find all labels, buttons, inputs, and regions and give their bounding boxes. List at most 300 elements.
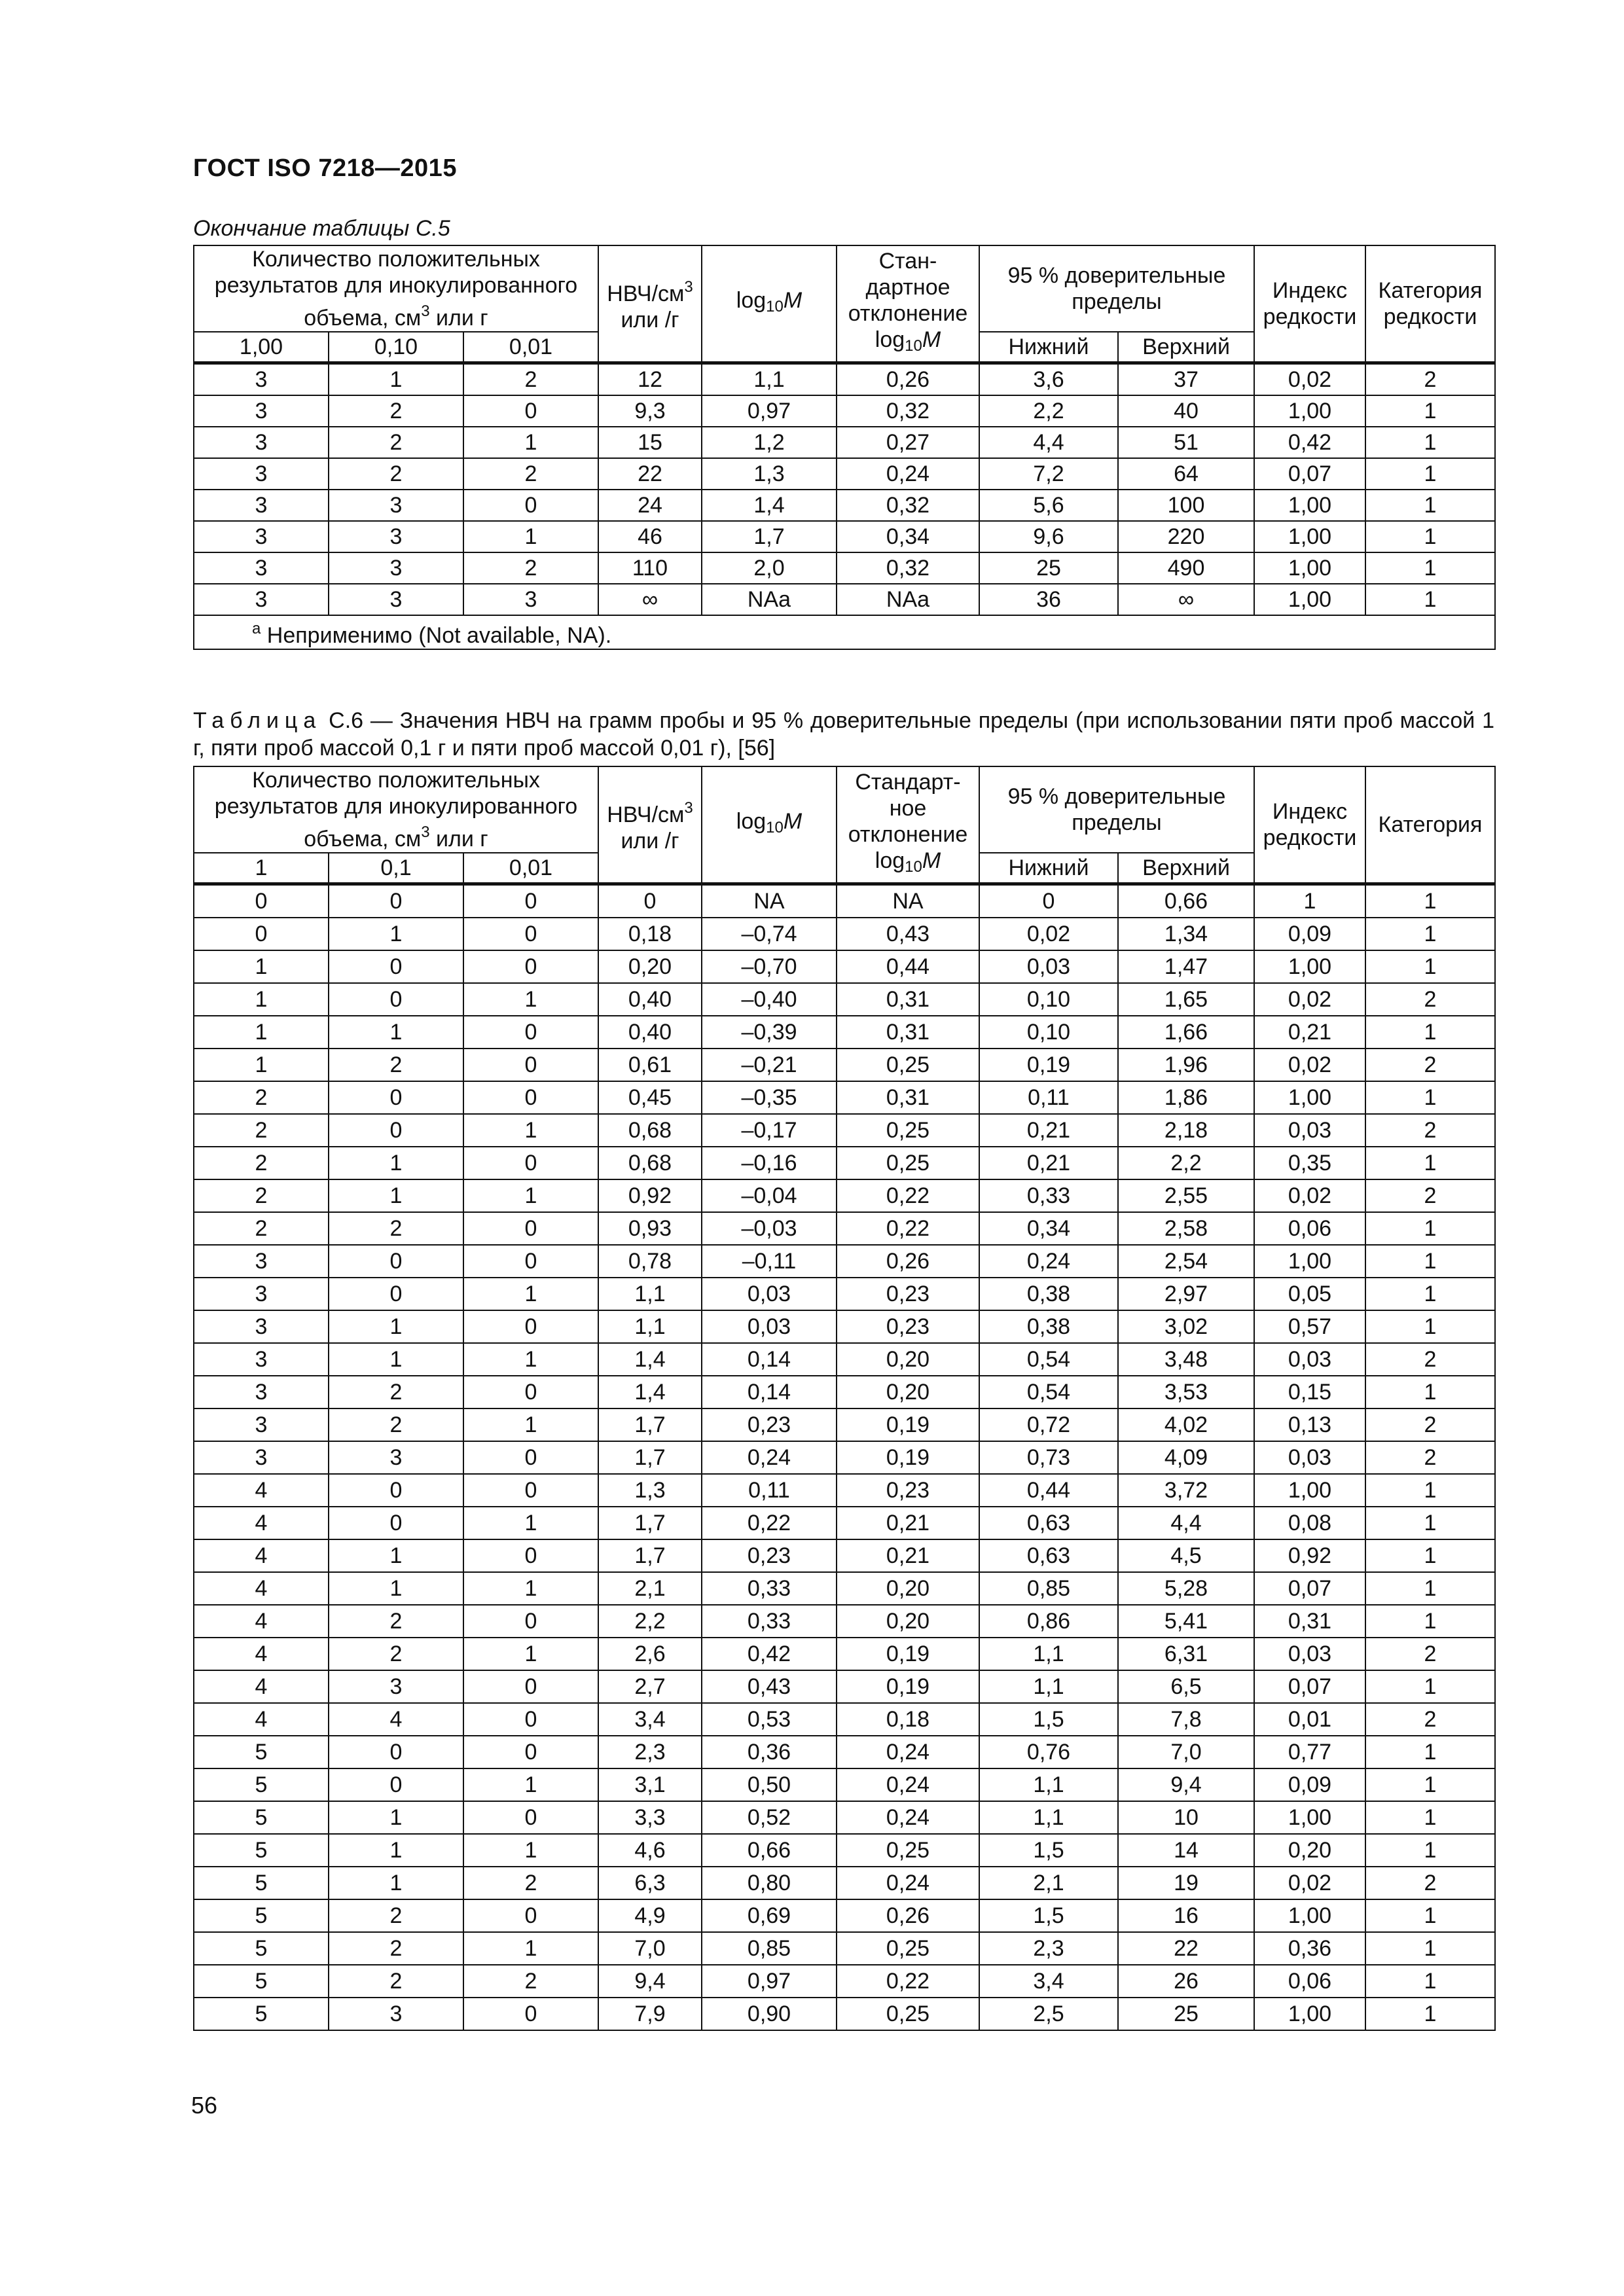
table-c6-caption bbox=[193, 707, 1494, 762]
table-cell: 0,21 bbox=[979, 1147, 1118, 1179]
table-cell: 1 bbox=[463, 1343, 598, 1376]
table-cell: 5 bbox=[194, 1932, 329, 1965]
table-cell: 1,4 bbox=[702, 490, 837, 521]
table-cell: 1,7 bbox=[598, 1408, 702, 1441]
table-cell: 0,24 bbox=[979, 1245, 1118, 1278]
table-cell: 9,4 bbox=[598, 1965, 702, 1998]
table-cell: 0,02 bbox=[1254, 1049, 1365, 1081]
table-cell: 1 bbox=[1365, 584, 1495, 615]
table-cell: 4 bbox=[194, 1539, 329, 1572]
table-cell: 1,96 bbox=[1118, 1049, 1254, 1081]
table-cell: 0,40 bbox=[598, 1016, 702, 1049]
table-cell: 3 bbox=[194, 1310, 329, 1343]
table-row bbox=[194, 1376, 1495, 1408]
table-cell: 2,1 bbox=[598, 1572, 702, 1605]
table-cell: 0,21 bbox=[979, 1114, 1118, 1147]
table-row bbox=[194, 1670, 1495, 1703]
table-cell: 1,65 bbox=[1118, 983, 1254, 1016]
table-cell: 0,26 bbox=[837, 1899, 979, 1932]
table-cell: 40 bbox=[1118, 395, 1254, 427]
table-cell: 0 bbox=[463, 1539, 598, 1572]
table-cell: 5 bbox=[194, 1899, 329, 1932]
table-cell: 1 bbox=[1365, 395, 1495, 427]
table-cell: 4,5 bbox=[1118, 1539, 1254, 1572]
table-row bbox=[194, 395, 1495, 427]
table-c6 bbox=[193, 766, 1496, 2031]
table-cell: 1 bbox=[329, 1147, 463, 1179]
table-cell: 0,07 bbox=[1254, 1670, 1365, 1703]
table-cell: 0,18 bbox=[837, 1703, 979, 1736]
table-cell: 5,28 bbox=[1118, 1572, 1254, 1605]
table-cell: 2,97 bbox=[1118, 1278, 1254, 1310]
header-category: Категория редкости bbox=[1365, 245, 1495, 363]
table-cell: 1 bbox=[463, 1179, 598, 1212]
table-row bbox=[194, 1703, 1495, 1736]
table-cell: 0,66 bbox=[702, 1834, 837, 1867]
table-cell: 0,20 bbox=[837, 1376, 979, 1408]
table-cell: 0,03 bbox=[1254, 1638, 1365, 1670]
table-cell: –0,40 bbox=[702, 983, 837, 1016]
table-cell: 0 bbox=[463, 918, 598, 950]
table-cell: 1,5 bbox=[979, 1703, 1118, 1736]
table-cell: 0,05 bbox=[1254, 1278, 1365, 1310]
table-cell: 2 bbox=[194, 1114, 329, 1147]
table-row bbox=[194, 1605, 1495, 1638]
table-cell: 2 bbox=[329, 1638, 463, 1670]
table-cell: 0,19 bbox=[979, 1049, 1118, 1081]
table-cell: 7,0 bbox=[598, 1932, 702, 1965]
table-row bbox=[194, 884, 1495, 918]
table-cell: 0 bbox=[463, 1212, 598, 1245]
table-cell: 0,76 bbox=[979, 1736, 1118, 1768]
table-cell: 2,55 bbox=[1118, 1179, 1254, 1212]
table-cell: 36 bbox=[979, 584, 1118, 615]
table-row bbox=[194, 552, 1495, 584]
table-cell: 1 bbox=[463, 1768, 598, 1801]
table-cell: 2 bbox=[329, 1965, 463, 1998]
table-cell: –0,74 bbox=[702, 918, 837, 950]
table-cell: 1 bbox=[1365, 884, 1495, 918]
table-row bbox=[194, 584, 1495, 615]
table-cell: 0,24 bbox=[837, 1867, 979, 1899]
table-cell: 0,26 bbox=[837, 1245, 979, 1278]
table-cell: 1,1 bbox=[979, 1801, 1118, 1834]
header-lower: Нижний bbox=[979, 853, 1118, 884]
table-cell: 1,00 bbox=[1254, 1998, 1365, 2030]
table-cell: 0,92 bbox=[598, 1179, 702, 1212]
table-row bbox=[194, 1114, 1495, 1147]
table-cell: 0,36 bbox=[702, 1736, 837, 1768]
table-cell: 0,10 bbox=[979, 1016, 1118, 1049]
table-cell: 4 bbox=[194, 1605, 329, 1638]
table-cell: 0 bbox=[463, 1998, 598, 2030]
header-vol-2: 0,10 bbox=[329, 332, 463, 363]
table-cell: 10 bbox=[1118, 1801, 1254, 1834]
table-cell: 2,18 bbox=[1118, 1114, 1254, 1147]
table-c5-body bbox=[194, 363, 1495, 616]
table-cell: 0,02 bbox=[1254, 983, 1365, 1016]
table-cell: 5 bbox=[194, 1736, 329, 1768]
table-cell: 2 bbox=[463, 458, 598, 490]
table-cell: 2 bbox=[1365, 1703, 1495, 1736]
page-number: 56 bbox=[191, 2092, 218, 2119]
table-cell: 5 bbox=[194, 1768, 329, 1801]
table-cell: 4 bbox=[194, 1638, 329, 1670]
table-c6-caption-text: С.6 — Значения НВЧ на грамм пробы и 95 % доверительные пределы (при использовании пяти проб массой 1 г, пяти проб массой 0,1 г и пяти проб массой 0,01 г), [56] bbox=[193, 708, 1494, 761]
table-cell: 5 bbox=[194, 1834, 329, 1867]
table-cell: 0,27 bbox=[837, 427, 979, 458]
table-cell: 2 bbox=[329, 1408, 463, 1441]
table-cell: 0,20 bbox=[1254, 1834, 1365, 1867]
table-cell: 0,26 bbox=[837, 363, 979, 396]
table-cell: 220 bbox=[1118, 521, 1254, 552]
table-cell: 5,6 bbox=[979, 490, 1118, 521]
table-cell: 0,42 bbox=[702, 1638, 837, 1670]
table-cell: 1 bbox=[329, 1867, 463, 1899]
table-cell: 1 bbox=[463, 1278, 598, 1310]
table-cell: 3 bbox=[329, 552, 463, 584]
table-cell: 6,5 bbox=[1118, 1670, 1254, 1703]
table-row bbox=[194, 363, 1495, 396]
table-cell: 9,6 bbox=[979, 521, 1118, 552]
table-cell: 0 bbox=[463, 1245, 598, 1278]
table-cell: –0,21 bbox=[702, 1049, 837, 1081]
table-cell: 1 bbox=[1254, 884, 1365, 918]
table-cell: 0,69 bbox=[702, 1899, 837, 1932]
table-cell: 0 bbox=[463, 1049, 598, 1081]
table-cell: 2 bbox=[329, 1376, 463, 1408]
table-cell: 0,09 bbox=[1254, 1768, 1365, 1801]
table-cell: 4 bbox=[329, 1703, 463, 1736]
table-cell: 0,20 bbox=[837, 1343, 979, 1376]
table-cell: 1 bbox=[463, 1408, 598, 1441]
table-cell: 1 bbox=[463, 1114, 598, 1147]
table-row bbox=[194, 521, 1495, 552]
table-cell: 0 bbox=[329, 983, 463, 1016]
table-row bbox=[194, 1212, 1495, 1245]
table-cell: 0,97 bbox=[702, 1965, 837, 1998]
table-cell: 0,31 bbox=[837, 1016, 979, 1049]
table-cell: 2 bbox=[1365, 1867, 1495, 1899]
table-cell: 6,31 bbox=[1118, 1638, 1254, 1670]
table-cell: 0,24 bbox=[837, 1736, 979, 1768]
table-row bbox=[194, 1441, 1495, 1474]
table-cell: 0,02 bbox=[1254, 1867, 1365, 1899]
table-cell: 3,4 bbox=[979, 1965, 1118, 1998]
table-cell: 0 bbox=[329, 1114, 463, 1147]
table-cell: 1 bbox=[329, 363, 463, 396]
table-cell: 0 bbox=[463, 1376, 598, 1408]
table-cell: 0,38 bbox=[979, 1278, 1118, 1310]
table-cell: 0,54 bbox=[979, 1376, 1118, 1408]
table-cell: 0,08 bbox=[1254, 1507, 1365, 1539]
table-cell: 1,1 bbox=[979, 1638, 1118, 1670]
table-cell: 0 bbox=[463, 1736, 598, 1768]
table-cell: 4 bbox=[194, 1474, 329, 1507]
table-cell: 0,77 bbox=[1254, 1736, 1365, 1768]
table-cell: 1 bbox=[463, 427, 598, 458]
table-cell: 0,93 bbox=[598, 1212, 702, 1245]
table-cell: 0 bbox=[329, 1507, 463, 1539]
header-confidence: 95 % доверительные пределы bbox=[979, 766, 1254, 853]
table-cell: 2 bbox=[1365, 363, 1495, 396]
table-cell: 0 bbox=[463, 1801, 598, 1834]
table-cell: 0,22 bbox=[837, 1179, 979, 1212]
table-cell: 1,7 bbox=[598, 1539, 702, 1572]
table-cell: 0,11 bbox=[702, 1474, 837, 1507]
table-cell: 1 bbox=[194, 1049, 329, 1081]
table-cell: 0,15 bbox=[1254, 1376, 1365, 1408]
table-cell: 2 bbox=[329, 1605, 463, 1638]
table-cell: 2 bbox=[329, 1899, 463, 1932]
table-cell: 0,33 bbox=[702, 1572, 837, 1605]
table-cell: 0,45 bbox=[598, 1081, 702, 1114]
table-cell: 100 bbox=[1118, 490, 1254, 521]
table-cell: 1 bbox=[1365, 1539, 1495, 1572]
table-cell: 3 bbox=[194, 458, 329, 490]
table-cell: 1,7 bbox=[702, 521, 837, 552]
table-cell: 1,00 bbox=[1254, 1081, 1365, 1114]
table-cell: 0,06 bbox=[1254, 1965, 1365, 1998]
table-cell: 0,18 bbox=[598, 918, 702, 950]
table-cell: 490 bbox=[1118, 552, 1254, 584]
table-cell: 0,24 bbox=[837, 1801, 979, 1834]
table-c6-body bbox=[194, 884, 1495, 2031]
table-cell: 1,7 bbox=[598, 1507, 702, 1539]
table-row bbox=[194, 1899, 1495, 1932]
table-row bbox=[194, 1965, 1495, 1998]
table-cell: 4,6 bbox=[598, 1834, 702, 1867]
table-cell: 1 bbox=[329, 1801, 463, 1834]
table-cell: 1 bbox=[329, 1834, 463, 1867]
table-cell: 0,85 bbox=[702, 1932, 837, 1965]
table-cell: 0 bbox=[463, 950, 598, 983]
table-cell: 0 bbox=[463, 1016, 598, 1049]
table-cell: 2 bbox=[1365, 1049, 1495, 1081]
table-row bbox=[194, 1736, 1495, 1768]
table-row bbox=[194, 1998, 1495, 2030]
table-cell: 0,23 bbox=[702, 1408, 837, 1441]
table-cell: 2 bbox=[1365, 1179, 1495, 1212]
table-cell: 1 bbox=[1365, 1278, 1495, 1310]
table-cell: 0,03 bbox=[1254, 1441, 1365, 1474]
table-cell: 3,53 bbox=[1118, 1376, 1254, 1408]
table-c5-footnote: $^а$ Неприменимо (Not available, NA). bbox=[194, 615, 1495, 649]
table-cell: 2 bbox=[329, 427, 463, 458]
table-cell: 3,1 bbox=[598, 1768, 702, 1801]
table-cell: 1 bbox=[463, 1638, 598, 1670]
table-cell: 0 bbox=[329, 1245, 463, 1278]
table-cell: 0,20 bbox=[837, 1572, 979, 1605]
table-cell: 3 bbox=[329, 1998, 463, 2030]
table-cell: –0,17 bbox=[702, 1114, 837, 1147]
table-cell: 0,68 bbox=[598, 1147, 702, 1179]
table-cell: 3 bbox=[329, 521, 463, 552]
table-cell: 0 bbox=[463, 490, 598, 521]
header-mpn: НВЧ/$см^3$ или /г bbox=[598, 245, 702, 363]
header-index: Индекс редкости bbox=[1254, 766, 1365, 884]
table-cell: 1,1 bbox=[979, 1670, 1118, 1703]
table-cell: 5 bbox=[194, 1801, 329, 1834]
table-cell: 0,25 bbox=[837, 1147, 979, 1179]
table-cell: 2 bbox=[463, 1867, 598, 1899]
document-header: ГОСТ ISO 7218—2015 bbox=[193, 154, 457, 182]
table-cell: 0 bbox=[329, 1768, 463, 1801]
table-cell: 0 bbox=[463, 395, 598, 427]
table-cell: 0 bbox=[329, 950, 463, 983]
table-cell: 0,19 bbox=[837, 1670, 979, 1703]
table-cell: 0 bbox=[463, 1081, 598, 1114]
table-cell: NAa bbox=[837, 584, 979, 615]
table-cell: 1 bbox=[1365, 1932, 1495, 1965]
table-cell: –0,11 bbox=[702, 1245, 837, 1278]
table-cell: 1 bbox=[1365, 552, 1495, 584]
table-cell: 46 bbox=[598, 521, 702, 552]
table-cell: 1 bbox=[1365, 1212, 1495, 1245]
table-cell: 0,03 bbox=[702, 1310, 837, 1343]
table-row bbox=[194, 983, 1495, 1016]
table-cell: 0,57 bbox=[1254, 1310, 1365, 1343]
header-vol-3: 0,01 bbox=[463, 332, 598, 363]
table-row bbox=[194, 1507, 1495, 1539]
table-cell: 4,4 bbox=[979, 427, 1118, 458]
table-cell: –0,39 bbox=[702, 1016, 837, 1049]
table-row bbox=[194, 1474, 1495, 1507]
table-cell: 0 bbox=[463, 1605, 598, 1638]
table-cell: 2,5 bbox=[979, 1998, 1118, 2030]
table-cell: 25 bbox=[1118, 1998, 1254, 2030]
table-cell: 1 bbox=[1365, 1245, 1495, 1278]
table-cell: –0,04 bbox=[702, 1179, 837, 1212]
header-upper: Верхний bbox=[1118, 332, 1254, 363]
table-cell: –0,03 bbox=[702, 1212, 837, 1245]
table-cell: 3 bbox=[194, 1441, 329, 1474]
table-cell: 1 bbox=[1365, 458, 1495, 490]
table-cell: 2,2 bbox=[598, 1605, 702, 1638]
table-row bbox=[194, 1572, 1495, 1605]
table-cell: 0,10 bbox=[979, 983, 1118, 1016]
table-row bbox=[194, 1539, 1495, 1572]
table-cell: 0,24 bbox=[702, 1441, 837, 1474]
table-cell: 0,23 bbox=[837, 1310, 979, 1343]
table-cell: 0,42 bbox=[1254, 427, 1365, 458]
table-cell: ∞ bbox=[598, 584, 702, 615]
table-cell: 1 bbox=[1365, 1474, 1495, 1507]
table-cell: 1 bbox=[463, 521, 598, 552]
table-cell: 1 bbox=[463, 1507, 598, 1539]
table-cell: 2 bbox=[194, 1081, 329, 1114]
table-cell: 4 bbox=[194, 1507, 329, 1539]
table-cell: 0,25 bbox=[837, 1049, 979, 1081]
table-cell: 0,24 bbox=[837, 1768, 979, 1801]
table-cell: 7,9 bbox=[598, 1998, 702, 2030]
table-cell: 0,32 bbox=[837, 552, 979, 584]
table-cell: 0,44 bbox=[837, 950, 979, 983]
table-cell: 1 bbox=[463, 1572, 598, 1605]
table-cell: 0,54 bbox=[979, 1343, 1118, 1376]
header-index: Индекс редкости bbox=[1254, 245, 1365, 363]
header-positive-results: Количество положительных результатов для инокулированного объема, $см^3$ или г bbox=[194, 766, 598, 853]
table-cell: 1,00 bbox=[1254, 1245, 1365, 1278]
table-row bbox=[194, 427, 1495, 458]
table-cell: 25 bbox=[979, 552, 1118, 584]
table-cell: 0,06 bbox=[1254, 1212, 1365, 1245]
table-cell: 1 bbox=[1365, 1965, 1495, 1998]
header-confidence: 95 % доверительные пределы bbox=[979, 245, 1254, 332]
header-vol-1: 1,00 bbox=[194, 332, 329, 363]
table-cell: 2 bbox=[194, 1147, 329, 1179]
table-row bbox=[194, 950, 1495, 983]
table-cell: 1 bbox=[329, 1179, 463, 1212]
table-cell: 2 bbox=[1365, 1343, 1495, 1376]
table-cell: 64 bbox=[1118, 458, 1254, 490]
table-row bbox=[194, 458, 1495, 490]
table-cell: 0,97 bbox=[702, 395, 837, 427]
table-cell: 1,1 bbox=[702, 363, 837, 396]
table-cell: 1,5 bbox=[979, 1834, 1118, 1867]
table-cell: 0 bbox=[329, 1474, 463, 1507]
table-cell: 0,20 bbox=[837, 1605, 979, 1638]
table-row bbox=[194, 1049, 1495, 1081]
table-cell: –0,16 bbox=[702, 1147, 837, 1179]
table-cell: 2 bbox=[329, 1049, 463, 1081]
table-cell: 24 bbox=[598, 490, 702, 521]
table-cell: 0 bbox=[329, 884, 463, 918]
table-cell: 1 bbox=[463, 1834, 598, 1867]
table-cell: 2 bbox=[194, 1179, 329, 1212]
table-cell: 1,86 bbox=[1118, 1081, 1254, 1114]
table-cell: 2 bbox=[463, 363, 598, 396]
table-cell: 0,32 bbox=[837, 395, 979, 427]
table-cell: 0,23 bbox=[702, 1539, 837, 1572]
table-cell: 1,1 bbox=[598, 1310, 702, 1343]
table-cell: 0,50 bbox=[702, 1768, 837, 1801]
table-cell: 2,0 bbox=[702, 552, 837, 584]
header-vol-2: 0,1 bbox=[329, 853, 463, 884]
table-cell: 2,6 bbox=[598, 1638, 702, 1670]
table-row bbox=[194, 490, 1495, 521]
table-cell: 0,63 bbox=[979, 1507, 1118, 1539]
table-cell: 1 bbox=[463, 1932, 598, 1965]
table-cell: 3 bbox=[329, 1670, 463, 1703]
table-cell: 1,2 bbox=[702, 427, 837, 458]
table-row bbox=[194, 918, 1495, 950]
table-cell: 2 bbox=[463, 1965, 598, 1998]
table-cell: 3 bbox=[463, 584, 598, 615]
header-log: $\log_{10}M$ bbox=[702, 245, 837, 363]
header-positive-results: Количество положительных результатов для инокулированного объема, $см^3$ или г bbox=[194, 245, 598, 332]
table-cell: 1,4 bbox=[598, 1343, 702, 1376]
table-cell: 4 bbox=[194, 1572, 329, 1605]
table-row bbox=[194, 1081, 1495, 1114]
table-cell: 0,34 bbox=[979, 1212, 1118, 1245]
table-cell: 2 bbox=[1365, 1638, 1495, 1670]
table-cell: 1,00 bbox=[1254, 584, 1365, 615]
table-cell: 1,1 bbox=[979, 1768, 1118, 1801]
table-cell: 1,4 bbox=[598, 1376, 702, 1408]
table-cell: 0,61 bbox=[598, 1049, 702, 1081]
table-cell: 0 bbox=[194, 884, 329, 918]
table-cell: 3 bbox=[194, 427, 329, 458]
table-cell: 0 bbox=[463, 1147, 598, 1179]
table-cell: 2 bbox=[329, 1932, 463, 1965]
table-cell: 2 bbox=[1365, 1114, 1495, 1147]
table-cell: 26 bbox=[1118, 1965, 1254, 1998]
table-cell: 3 bbox=[194, 1408, 329, 1441]
table-cell: 2 bbox=[329, 458, 463, 490]
table-cell: 1,47 bbox=[1118, 950, 1254, 983]
table-cell: 0,21 bbox=[837, 1539, 979, 1572]
